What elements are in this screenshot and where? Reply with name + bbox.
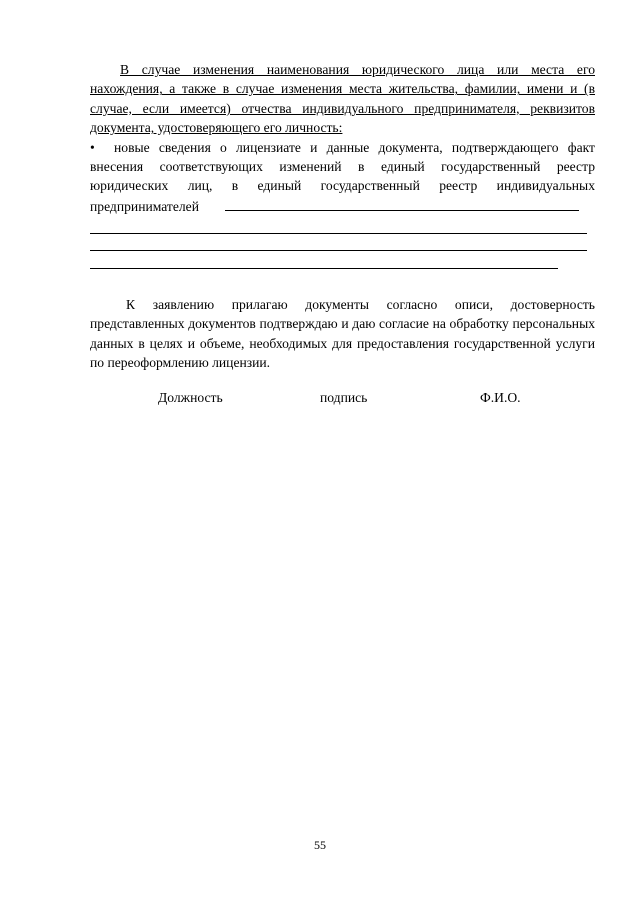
- full-name-label: Ф.И.О.: [480, 390, 521, 405]
- signature-block: [158, 390, 538, 410]
- document-body: [90, 60, 595, 372]
- signature-label: подпись: [320, 390, 368, 405]
- bullet-item-text: новые сведения о лицензиате и данные документа, подтверждающего факт внесения соответствующих изменений в единый государственный реестр юридических лиц, в единый государственный реестр индивидуальных предпринимателей: [90, 139, 595, 214]
- blank-fill-line: [90, 216, 587, 234]
- position-label: Должность: [158, 390, 223, 405]
- change-of-details-paragraph: В случае изменения наименования юридического лица или места его нахождения, а также в случае изменения места жительства, фамилии, имени и (в случае, если имеется) отчества индивидуального предпринимателя, реквизитов документа, удостоверяющего его личность:: [90, 62, 595, 136]
- bullet-item: [90, 138, 595, 217]
- bullet-marker: •: [90, 139, 95, 155]
- fill-in-line: [225, 196, 579, 211]
- page-number: 55: [314, 838, 326, 852]
- blank-fill-line: [90, 251, 558, 269]
- blank-fill-line: [90, 234, 587, 252]
- attachment-consent-paragraph: К заявлению прилагаю документы согласно описи, достоверность представленных документов подтверждаю и даю согласие на обработку персональных данных в целях и объеме, необходимых для предоставления государственной услуги по переоформлению лицензии.: [90, 296, 595, 370]
